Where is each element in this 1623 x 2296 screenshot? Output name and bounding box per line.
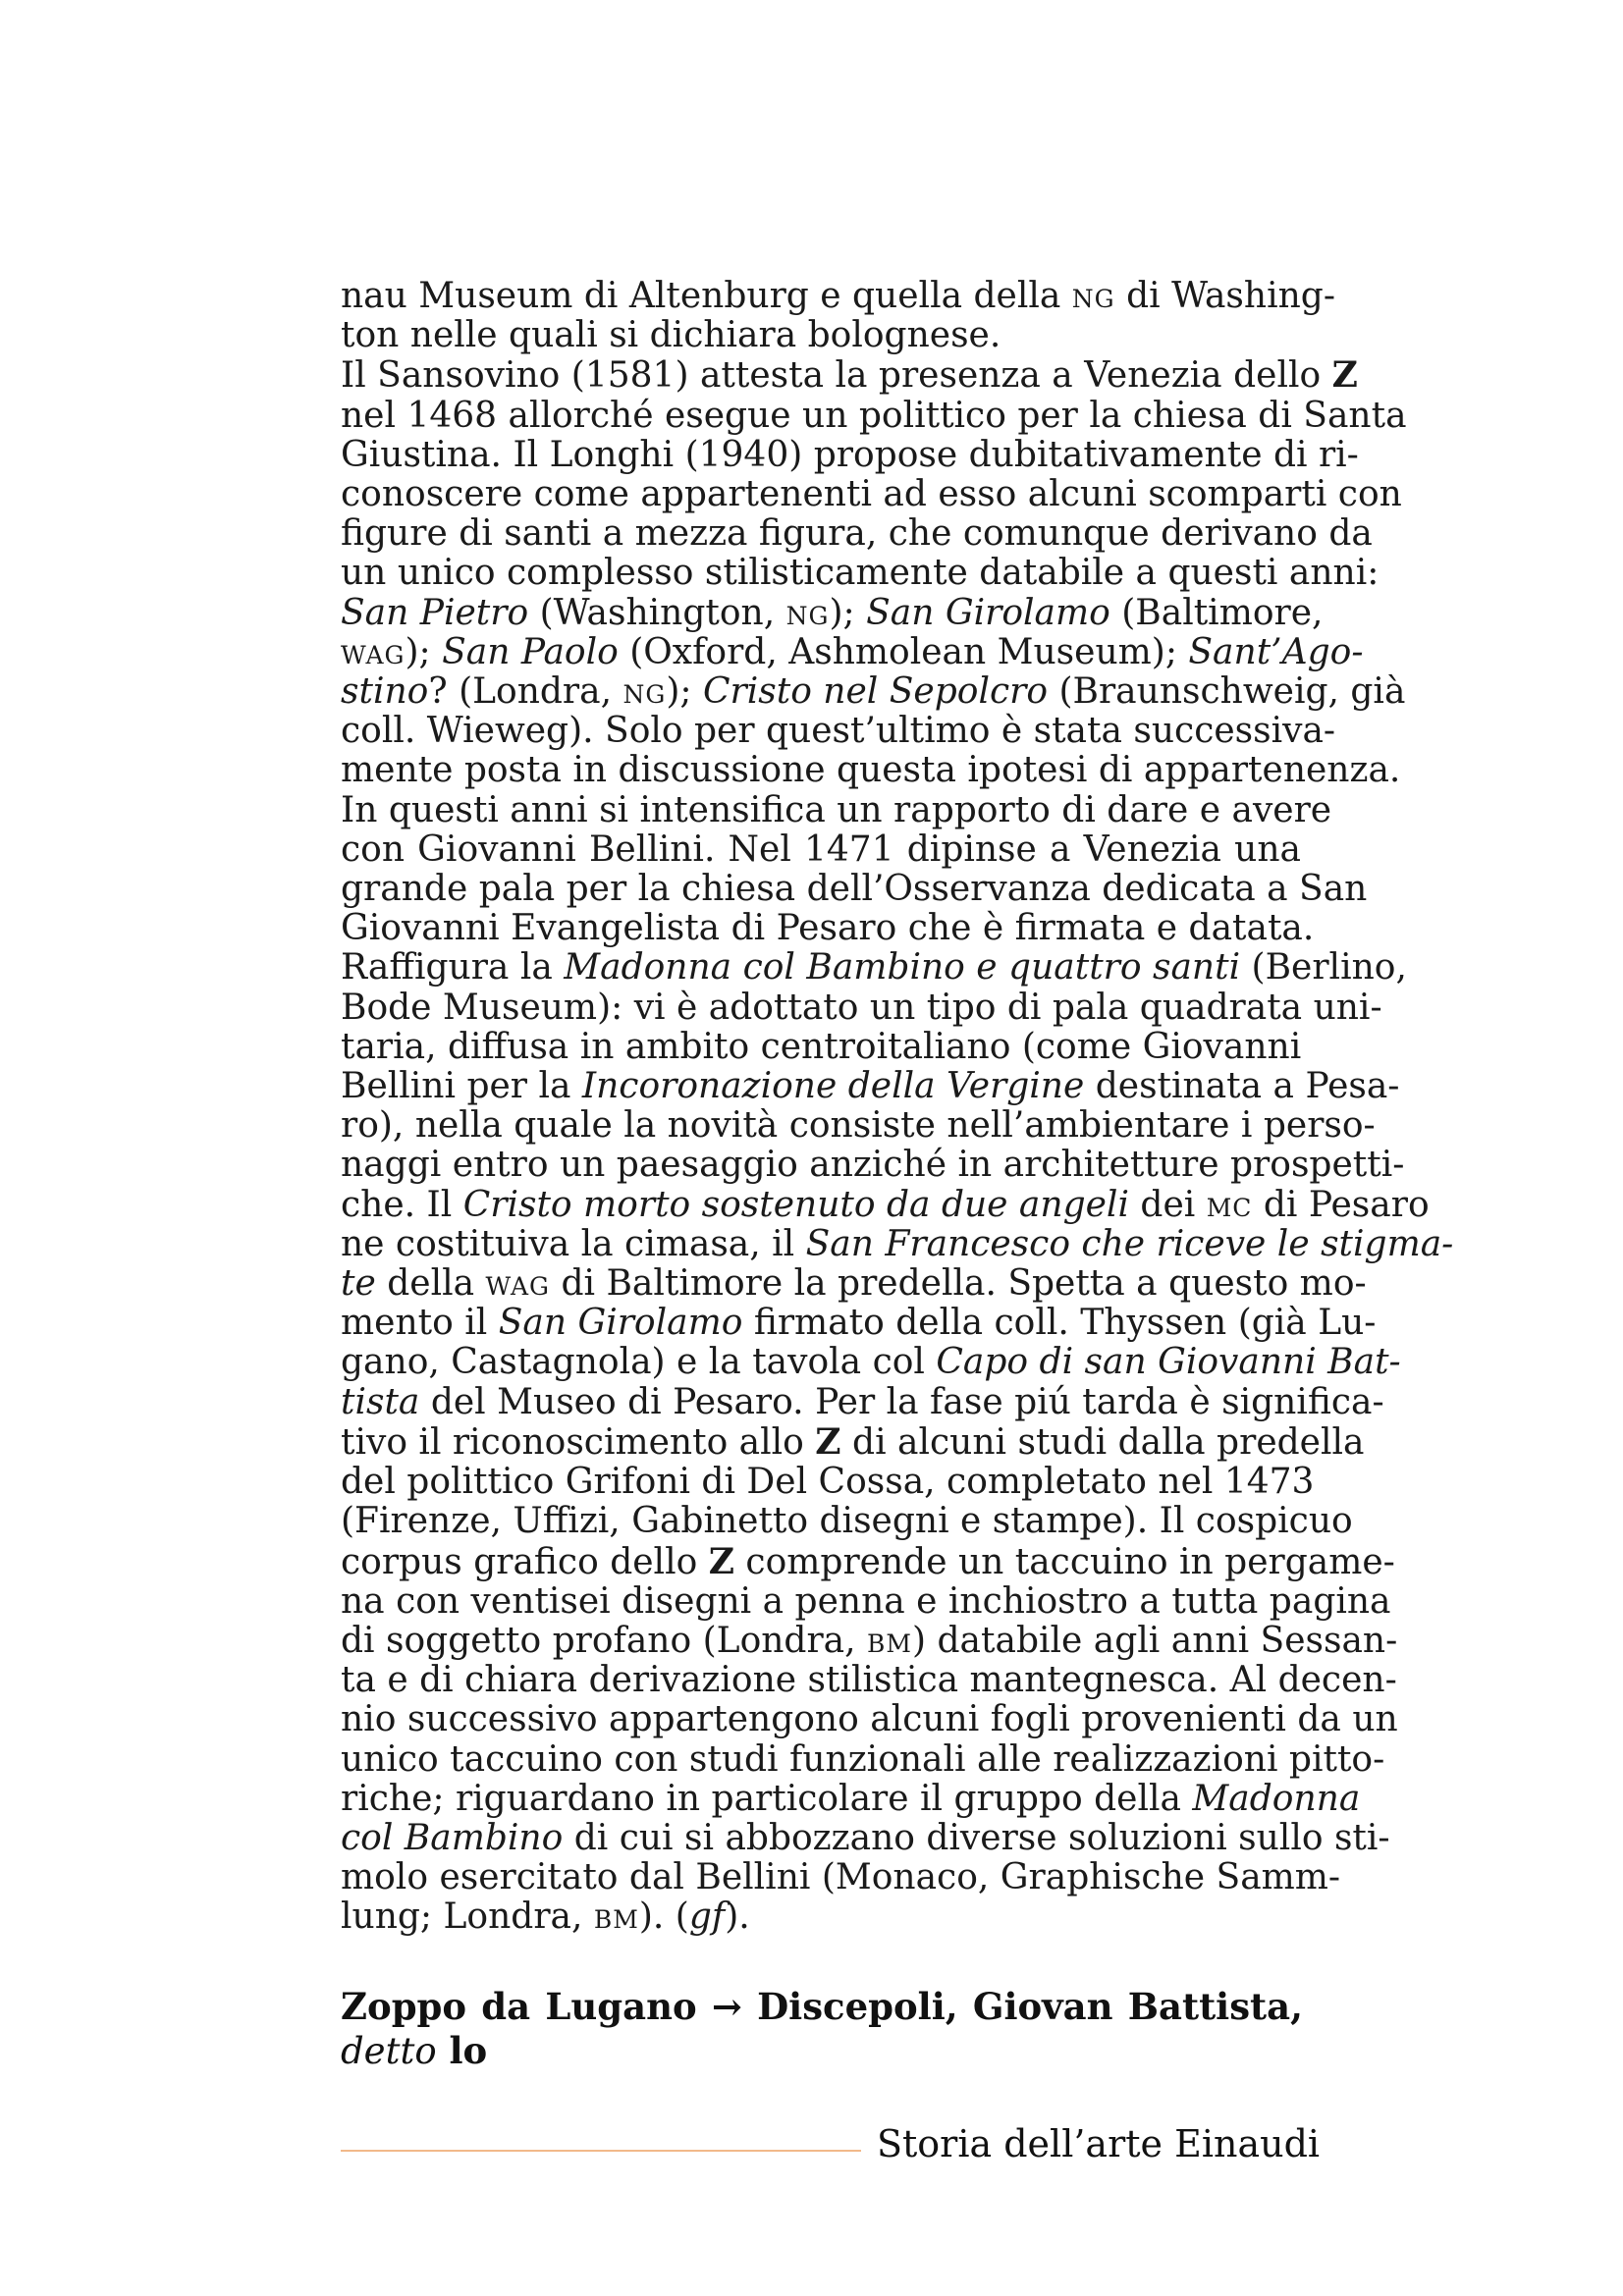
- footer-series-title: Storia dell’arte Einaudi: [877, 2122, 1321, 2165]
- artwork-title: San Paolo: [442, 631, 619, 672]
- text-line: nio successivo appartengono alcuni fogli provenienti da un: [341, 1699, 1398, 1740]
- text-line: con Giovanni Bellini. Nel 1471 dipinse a Venezia una: [341, 828, 1301, 870]
- artwork-title: San Francesco che riceve le stigma-: [805, 1223, 1454, 1264]
- text-line: riche; riguardano in particolare il gruppo della Madonna: [341, 1778, 1361, 1819]
- text-line: ton nelle quali si dichiara bolognese.: [341, 315, 1001, 356]
- text-line: conoscere come appartenenti ad esso alcuni scomparti con: [341, 474, 1402, 515]
- artist-initial: Z: [1331, 354, 1358, 397]
- artwork-title: Capo di san Giovanni Bat-: [936, 1342, 1401, 1383]
- text-line: (Firenze, Uffizi, Gabinetto disegni e stampe). Il cospicuo: [341, 1501, 1353, 1542]
- artwork-title: Incoronazione della Vergine: [581, 1066, 1085, 1107]
- text-line: wag); San Paolo (Oxford, Ashmolean Museum); Sant’Ago-: [341, 631, 1364, 672]
- artwork-title: Madonna col Bambino e quattro santi: [564, 947, 1241, 988]
- text-line: nau Museum di Altenburg e quella della ng di Washing-: [341, 276, 1335, 316]
- text-line: In questi anni si intensifica un rapporto di dare e avere: [341, 789, 1332, 830]
- cross-reference-arrow: →: [696, 1985, 758, 2028]
- artist-initial: Z: [708, 1540, 734, 1582]
- artwork-title: Cristo morto sostenuto da due angeli: [462, 1184, 1129, 1225]
- entry-qualifier: detto: [341, 2030, 437, 2072]
- author-initials: gf: [688, 1896, 726, 1938]
- text-line: un unico complesso stilisticamente databile a questi anni:: [341, 553, 1380, 594]
- artwork-title: Madonna: [1192, 1778, 1361, 1819]
- text-line: Giovanni Evangelista di Pesaro che è firmata e datata.: [341, 908, 1315, 949]
- artist-initial: Z: [815, 1420, 841, 1463]
- text-line: col Bambino di cui si abbozzano diverse soluzioni sullo sti-: [341, 1817, 1390, 1858]
- text-line: stino? (Londra, ng); Cristo nel Sepolcro (Braunschweig, già: [341, 671, 1406, 713]
- artwork-title: San Pietro: [341, 592, 529, 633]
- entry-heading-line: [341, 1985, 1303, 2029]
- abbr-ng: ng: [622, 671, 667, 713]
- footer-rule: [341, 2150, 861, 2152]
- text-line: Il Sansovino (1581) attesta la presenza a Venezia dello Z: [341, 354, 1358, 397]
- entry-article: lo: [436, 2029, 488, 2072]
- artwork-title: San Girolamo: [866, 592, 1110, 633]
- artwork-title: col Bambino: [341, 1817, 564, 1858]
- text-line: nel 1468 allorché esegue un polittico per la chiesa di Santa: [341, 395, 1407, 436]
- text-line: Raffigura la Madonna col Bambino e quattro santi (Berlino,: [341, 947, 1407, 988]
- cross-reference-target: Discepoli, Giovan Battista,: [757, 1985, 1304, 2028]
- text-line: ta e di chiara derivazione stilistica mantegnesca. Al decen-: [341, 1660, 1397, 1701]
- text-line: figure di santi a mezza figura, che comunque derivano da: [341, 513, 1373, 555]
- artwork-title: stino: [341, 671, 429, 713]
- text-line: molo esercitato dal Bellini (Monaco, Graphische Samm-: [341, 1857, 1341, 1898]
- text-line: lung; Londra, bm). (gf).: [341, 1896, 750, 1938]
- text-line: coll. Wieweg). Solo per quest’ultimo è stata successiva-: [341, 711, 1336, 752]
- text-line: Bode Museum): vi è adottato un tipo di pala quadrata uni-: [341, 987, 1382, 1028]
- abbr-bm: bm: [867, 1620, 913, 1661]
- text-line: Bellini per la Incoronazione della Vergine destinata a Pesa-: [341, 1066, 1400, 1107]
- entry-paragraph: [341, 276, 1454, 1938]
- abbr-wag: wag: [485, 1263, 550, 1305]
- abbr-ng: ng: [1071, 276, 1115, 316]
- text-line: ro), nella quale la novità consiste nell’ambientare i perso-: [341, 1105, 1376, 1147]
- artwork-title: tista: [341, 1381, 420, 1422]
- text-line: grande pala per la chiesa dell’Osservanza dedicata a San: [341, 869, 1368, 910]
- text-line: naggi entro un paesaggio anziché in architetture prospetti-: [341, 1145, 1405, 1186]
- text-line: te della wag di Baltimore la predella. Spetta a questo mo-: [341, 1263, 1367, 1305]
- abbr-bm: bm: [593, 1896, 639, 1938]
- text-line: tivo il riconoscimento allo Z di alcuni studi dalla predella: [341, 1420, 1365, 1463]
- artwork-title: Cristo nel Sepolcro: [702, 671, 1049, 713]
- text-line: mento il San Girolamo firmato della coll. Thyssen (già Lu-: [341, 1303, 1377, 1344]
- article-body: [341, 276, 1454, 1938]
- text-line: che. Il Cristo morto sostenuto da due angeli dei mc di Pesaro: [341, 1184, 1430, 1225]
- text-line: na con ventisei disegni a penna e inchiostro a tutta pagina: [341, 1580, 1391, 1622]
- text-line: ne costituiva la cimasa, il San Francesco che riceve le stigma-: [341, 1223, 1454, 1264]
- text-line: del polittico Grifoni di Del Cossa, completato nel 1473: [341, 1462, 1315, 1503]
- next-entry-heading: [341, 1985, 1303, 2073]
- text-line: di soggetto profano (Londra, bm) databile agli anni Sessan-: [341, 1620, 1398, 1661]
- artwork-title: San Girolamo: [498, 1303, 743, 1344]
- abbr-ng: ng: [785, 592, 830, 633]
- artwork-title: Sant’Ago-: [1188, 631, 1364, 672]
- text-line: San Pietro (Washington, ng); San Girolamo (Baltimore,: [341, 592, 1324, 633]
- entry-heading-line: [341, 2029, 487, 2072]
- text-line: mente posta in discussione questa ipotesi di appartenenza.: [341, 750, 1401, 791]
- text-line: Giustina. Il Longhi (1940) propose dubitativamente di ri-: [341, 434, 1359, 475]
- artwork-title: te: [341, 1263, 376, 1305]
- text-line: tista del Museo di Pesaro. Per la fase piú tarda è significa-: [341, 1381, 1384, 1422]
- entry-term: Zoppo da Lugano: [341, 1985, 697, 2028]
- text-line: taria, diffusa in ambito centroitaliano (come Giovanni: [341, 1026, 1302, 1067]
- text-line: gano, Castagnola) e la tavola col Capo di san Giovanni Bat-: [341, 1342, 1401, 1383]
- abbr-mc: mc: [1206, 1184, 1253, 1225]
- abbr-wag: wag: [341, 631, 406, 672]
- text-line: unico taccuino con studi funzionali alle realizzazioni pitto-: [341, 1738, 1385, 1780]
- text-line: corpus grafico dello Z comprende un taccuino in pergame-: [341, 1540, 1395, 1582]
